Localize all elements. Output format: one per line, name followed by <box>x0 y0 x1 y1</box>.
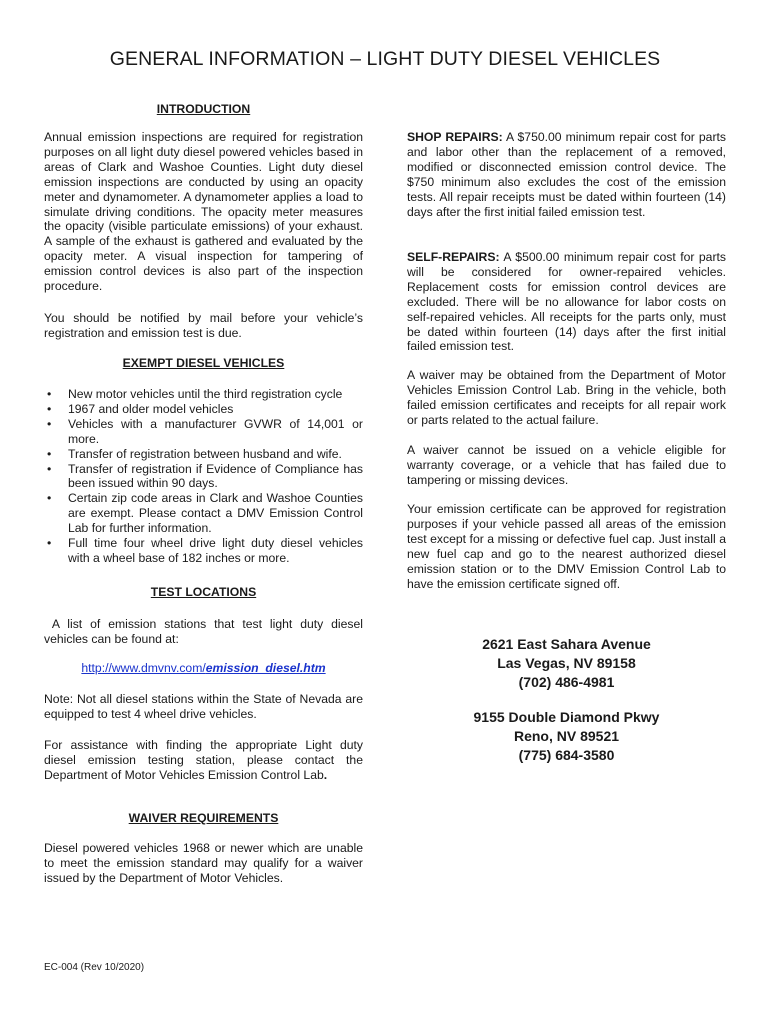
exempt-list-container <box>44 387 363 566</box>
waiver-heading <box>44 811 363 826</box>
certificate-paragraph: Your emission certificate can be approved for registration purposes if your vehicle passed all areas of the emission test except for a missing or defective fuel cap. Just install a new fuel cap and go to the nearest authorized diesel emission station or to the DMV Emission Control Lab to have the emission certificate signed off. <box>407 502 726 591</box>
exempt-item: • Transfer of registration between husband and wife. <box>68 447 363 462</box>
exempt-item: • Certain zip code areas in Clark and Washoe Counties are exempt. Please contact a DMV Emission Control Lab for further information. <box>68 491 363 536</box>
waiver-paragraph: Diesel powered vehicles 1968 or newer which are unable to meet the emission standard may qualify for a waiver issued by the Department of Motor Vehicles. <box>44 841 363 885</box>
self-repairs-text: A $500.00 minimum repair cost for parts will be considered for owner-repaired vehicles. Replacement costs for emission control devices are excluded. There will be no allowance for labor costs on self-repaired vehicles. All receipts for the parts only, must be dated within fourteen (14) days after the first initial failed emission test. <box>407 250 726 354</box>
exempt-item: • Transfer of registration if Evidence of Compliance has been issued within 90 days. <box>68 462 363 492</box>
assistance-end: . <box>323 767 328 782</box>
test-locations-heading <box>44 585 363 600</box>
exempt-item: • Full time four wheel drive light duty diesel vehicles with a wheel base of 182 inches or more. <box>68 536 363 566</box>
exempt-list <box>44 387 363 566</box>
exempt-heading-text: EXEMPT DIESEL VEHICLES <box>122 356 285 370</box>
self-repairs-label: SELF-REPAIRS: <box>407 250 500 264</box>
address-phone: (775) 684-3580 <box>518 747 615 763</box>
shop-repairs-text: A $750.00 minimum repair cost for parts and labor other than the replacement of a removed, modified or disconnected emission control device. The $750 minimum also excludes the cost of the emission tests. All repair receipts must be dated within fourteen (14) days after the first initial failed emission test. <box>407 130 726 219</box>
assistance-paragraph <box>44 738 363 783</box>
diesel-stations-link[interactable] <box>81 661 325 675</box>
exempt-heading <box>44 356 363 371</box>
address-street: 2621 East Sahara Avenue <box>482 636 651 652</box>
test-locations-heading-text: TEST LOCATIONS <box>150 585 257 599</box>
diesel-link-line <box>44 661 363 676</box>
las-vegas-address <box>407 635 726 692</box>
notification-paragraph: You should be notified by mail before your vehicle’s registration and emission test is due. <box>44 311 363 340</box>
shop-repairs-paragraph <box>407 130 726 219</box>
introduction-paragraph: Annual emission inspections are required for registration purposes on all light duty diesel powered vehicles based in areas of Clark and Washoe Counties. Light duty diesel emission inspections are conducted by using an opacity meter and dynamometer. A dynamometer applies a load to simulate driving conditions. The opacity meter measures the opacity (visible particulate emissions) of your exhaust. A sample of the exhaust is gathered and evaluated by the opacity meter. A visual inspection for tampering of emission control devices is also part of the inspection procedure. <box>44 130 363 294</box>
exempt-item: • 1967 and older model vehicles <box>68 402 363 417</box>
test-locations-paragraph: A list of emission stations that test light duty diesel vehicles can be found at: <box>44 617 367 646</box>
form-footer: EC-004 (Rev 10/2020) <box>44 962 145 973</box>
introduction-heading: INTRODUCTION <box>156 102 251 116</box>
exempt-item: • Vehicles with a manufacturer GVWR of 14,001 or more. <box>68 417 363 447</box>
waiver-heading-text: WAIVER REQUIREMENTS <box>128 811 279 825</box>
introduction-section <box>44 102 363 117</box>
waiver-cannot-paragraph: A waiver cannot be issued on a vehicle eligible for warranty coverage, or a vehicle that has failed due to tampering or missing devices. <box>407 443 726 487</box>
link-domain: http://www.dmvnv.com/ <box>81 661 206 675</box>
address-city: Las Vegas, NV 89158 <box>497 655 636 671</box>
link-page: emission_diesel.htm <box>205 661 326 675</box>
reno-address <box>407 708 726 765</box>
page-title: GENERAL INFORMATION – LIGHT DUTY DIESEL VEHICLES <box>109 48 661 70</box>
address-phone: (702) 486-4981 <box>518 674 615 690</box>
shop-repairs-label: SHOP REPAIRS: <box>407 130 503 144</box>
address-city: Reno, NV 89521 <box>513 728 620 744</box>
exempt-item: • New motor vehicles until the third registration cycle <box>68 387 363 402</box>
assistance-text: For assistance with finding the appropriate Light duty diesel emission testing station, please contact the Department of Motor Vehicles Emission Control Lab <box>44 738 363 782</box>
waiver-obtain-paragraph: A waiver may be obtained from the Department of Motor Vehicles Emission Control Lab. Bring in the vehicle, both failed emission certificates and receipts for all repair work or parts related to the actual failure. <box>407 368 726 427</box>
address-street: 9155 Double Diamond Pkwy <box>473 709 660 725</box>
self-repairs-paragraph <box>407 250 726 354</box>
four-wheel-note: Note: Not all diesel stations within the State of Nevada are equipped to test 4 wheel drive vehicles. <box>44 692 363 721</box>
